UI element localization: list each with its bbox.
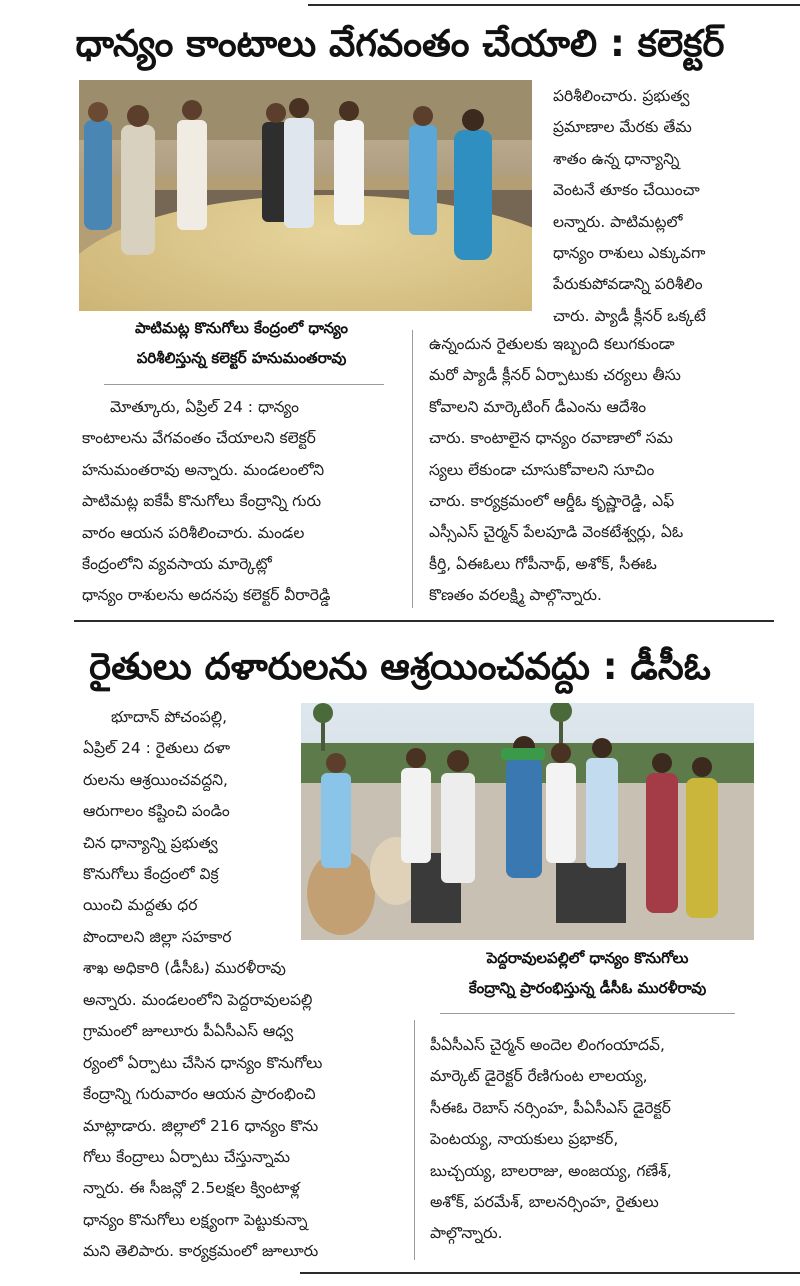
text-line: ధాన్యం కొనుగోలు లక్ష్యంగా పెట్టుకున్నా bbox=[83, 1210, 308, 1229]
article2-left-top-column bbox=[83, 702, 295, 985]
caption-divider bbox=[440, 1013, 735, 1014]
text-line: చారు. కాంటాలైన ధాన్యం రవాణాలో సమ bbox=[429, 429, 673, 448]
caption-divider bbox=[104, 384, 384, 385]
text-line: ధాన్యం రాశులను అదనపు కలెక్టర్ వీరారెడ్డి bbox=[82, 586, 331, 605]
text-line: మని తెలిపారు. కార్యక్రమంలో జూలూరు bbox=[83, 1242, 319, 1261]
text-line: అశోక్, పరమేశ్, బాలనర్సింహ, రైతులు bbox=[430, 1192, 659, 1211]
text-line: హనుమంతరావు అన్నారు. మండలంలోని bbox=[82, 460, 325, 479]
article2-left-bottom-column bbox=[83, 985, 413, 1268]
text-line: మరో ప్యాడీ క్లీనర్ ఏర్పాటుకు చర్యలు తీసు bbox=[429, 366, 681, 385]
article2-photo bbox=[301, 703, 754, 940]
article1-right-top-column bbox=[553, 81, 756, 332]
text-line: గోలు కేంద్రాలు ఏర్పాటు చేస్తున్నామ bbox=[83, 1147, 291, 1166]
text-line: స్యలు లేకుండా చూసుకోవాలని సూచిం bbox=[429, 460, 655, 479]
text-line: కొణతం వరలక్ష్మి పాల్గొన్నారు. bbox=[429, 586, 602, 605]
article1-headline: ధాన్యం కాంటాలు వేగవంతం చేయాలి : కలెక్టర్ bbox=[75, 22, 725, 65]
text-line: సీఈఓ రెబాస్ నర్సింహ, పీఏసీఎస్ డైరెక్టర్ bbox=[430, 1098, 671, 1117]
text-line: ధాన్యం రాశులు ఎక్కువగా bbox=[553, 243, 706, 262]
text-line: యించి మద్దతు ధర bbox=[83, 896, 198, 915]
text-line: లన్నారు. పాటిమట్లలో bbox=[553, 212, 683, 231]
bottom-rule bbox=[300, 1272, 800, 1274]
text-line: గ్రామంలో జూలూరు పీఏసీఎస్ ఆధ్వ bbox=[83, 1022, 294, 1041]
text-line: న్నారు. ఈ సీజన్లో 2.5లక్షల క్వింటాళ్ల bbox=[83, 1179, 300, 1198]
text-line: చారు. ప్యాడీ క్లీనర్ ఒక్కటే bbox=[553, 306, 706, 325]
text-line: మాట్లాడారు. జిల్లాలో 216 ధాన్యం కొను bbox=[83, 1116, 319, 1135]
article1-right-bottom-column bbox=[429, 329, 756, 612]
text-line: పాటిమట్ల ఐకేపీ కొనుగోలు కేంద్రాన్ని గురు bbox=[82, 492, 322, 511]
article2-photo-caption bbox=[415, 943, 760, 1003]
text-line: ర్యంలో ఏర్పాటు చేసిన ధాన్యం కొనుగోలు bbox=[83, 1053, 323, 1072]
text-line: వారం ఆయన పరిశీలించారు. మండల bbox=[82, 523, 305, 542]
article-divider bbox=[74, 620, 774, 622]
collector-photo-icon bbox=[79, 80, 532, 311]
text-line: చారు. కార్యక్రమంలో ఆర్డీఓ కృష్ణారెడ్డి, ఎఫ్ bbox=[429, 491, 675, 510]
caption-line: పాటిమట్ల కొనుగోలు కేంద్రంలో ధాన్యం bbox=[134, 319, 349, 337]
text-line: ఆరుగాలం కష్టించి పండిం bbox=[83, 802, 230, 821]
text-line: కొనుగోలు కేంద్రంలో విక్ర bbox=[83, 864, 219, 883]
text-line: అన్నారు. మండలంలోని పెద్దరావులపల్లి bbox=[83, 991, 313, 1009]
text-line: కాంటాలను వేగవంతం చేయాలని కలెక్టర్ bbox=[82, 429, 316, 448]
text-line: పేరుకుపోవడాన్ని పరిశీలిం bbox=[553, 275, 703, 294]
top-rule bbox=[308, 4, 800, 6]
text-line: ఏప్రిల్ 24 : రైతులు దళా bbox=[83, 739, 231, 758]
text-line: పీఏసీఎస్ చైర్మన్ అందెల లింగంయాదవ్, bbox=[430, 1036, 665, 1054]
article1-photo bbox=[79, 80, 532, 311]
text-line: ప్రమాణాల మేరకు తేమ bbox=[553, 118, 692, 137]
column-divider bbox=[414, 1020, 415, 1260]
text-line: పాల్గొన్నారు. bbox=[430, 1224, 503, 1243]
text-line: పెంటయ్య, నాయకులు ప్రభాకర్, bbox=[430, 1130, 619, 1149]
caption-line: పెద్దరావులపల్లిలో ధాన్యం కొనుగోలు bbox=[486, 949, 689, 967]
text-line: శాతం ఉన్న ధాన్యాన్ని bbox=[553, 149, 680, 168]
text-line: పొందాలని జిల్లా సహకార bbox=[83, 927, 232, 946]
text-line: ఉన్నందున రైతులకు ఇబ్బంది కలుగకుండా bbox=[429, 335, 675, 353]
text-line: శాఖ అధికారి (డీసీఓ) మురళీరావు bbox=[83, 959, 286, 978]
article1-left-column bbox=[82, 392, 404, 612]
text-line: కీర్తి, ఏఈఓలు గోపీనాథ్, అశోక్, సీఈఓ bbox=[429, 554, 657, 573]
text-line: కోవాలని మార్కెటింగ్ డీఎంను ఆదేశిం bbox=[429, 397, 647, 416]
text-line: బుచ్చయ్య, బాలరాజు, అంజయ్య, గణేశ్, bbox=[430, 1161, 672, 1180]
caption-line: పరిశీలిస్తున్న కలెక్టర్ హనుమంతరావు bbox=[136, 349, 347, 367]
column-divider bbox=[412, 330, 413, 608]
text-line: మోత్కూరు, ఏప్రిల్ 24 : ధాన్యం bbox=[110, 398, 299, 416]
article1-photo-caption bbox=[79, 313, 404, 373]
text-line: మార్కెట్ డైరెక్టర్ రేణిగుంట లాలయ్య, bbox=[430, 1067, 648, 1086]
text-line: కేంద్రంలోని వ్యవసాయ మార్కెట్లో bbox=[82, 554, 272, 573]
caption-line: కేంద్రాన్ని ప్రారంభిస్తున్న డీసీఓ మురళీరావు bbox=[468, 979, 707, 997]
text-line: కేంద్రాన్ని గురువారం ఆయన ప్రారంభించి bbox=[83, 1085, 316, 1104]
article2-right-column bbox=[430, 1030, 758, 1250]
article2-headline: రైతులు దళారులను ఆశ్రయించవద్దు : డీసీఓ bbox=[89, 645, 711, 688]
text-line: భూదాన్ పోచంపల్లి, bbox=[111, 708, 228, 726]
dco-photo-icon bbox=[301, 703, 754, 940]
text-line: రులను ఆశ్రయించవద్దని, bbox=[83, 770, 228, 789]
text-line: వెంటనే తూకం చేయించా bbox=[553, 181, 700, 200]
text-line: పరిశీలించారు. ప్రభుత్వ bbox=[553, 87, 690, 105]
text-line: చిన ధాన్యాన్ని ప్రభుత్వ bbox=[83, 833, 218, 852]
text-line: ఎస్సీఎస్ చైర్మన్ పేలపూడి వెంకటేశ్వర్లు, ఏఓ bbox=[429, 523, 684, 542]
